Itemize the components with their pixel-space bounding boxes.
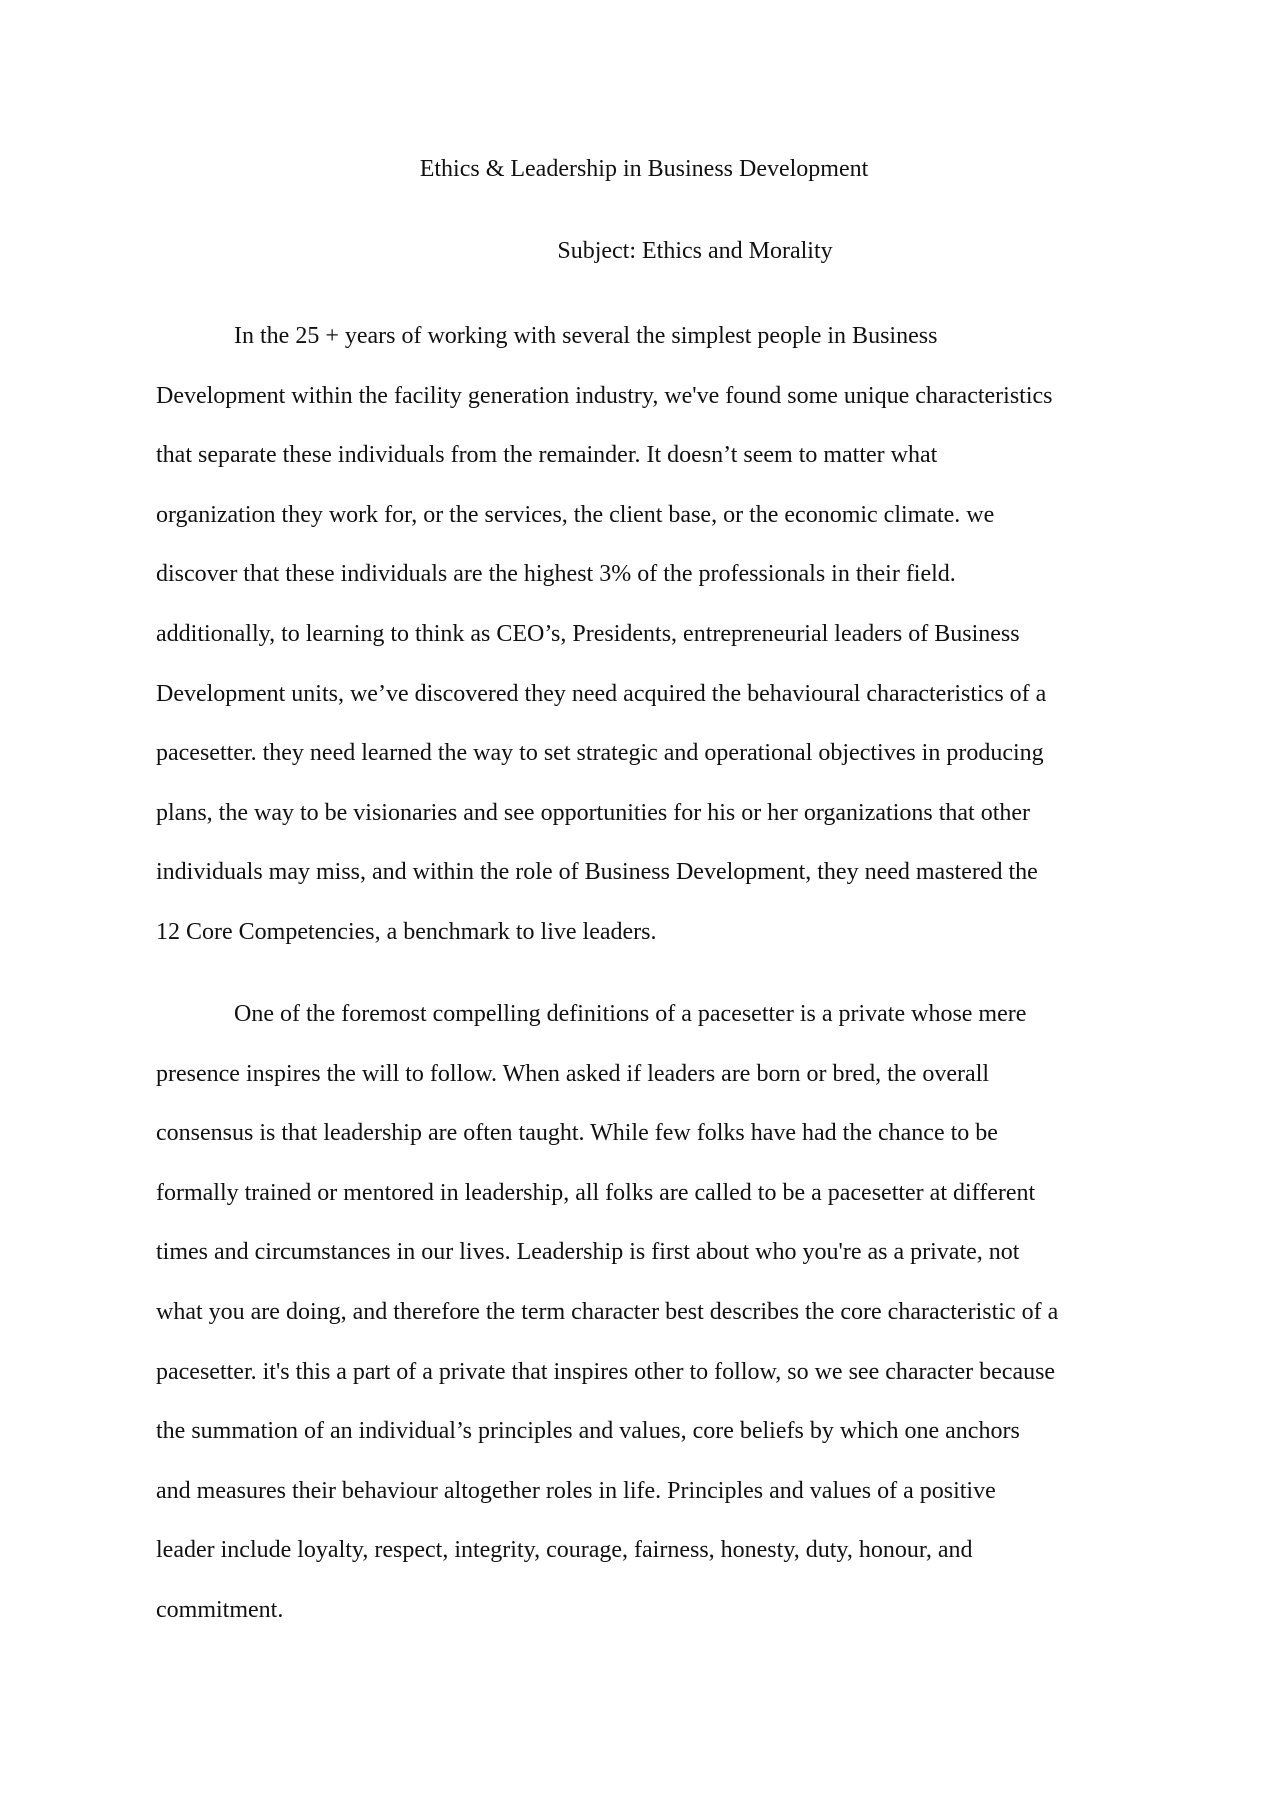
paragraph-line: and measures their behaviour altogether roles in life. Principles and values of a positive: [156, 1477, 996, 1504]
paragraph-line: Development units, we’ve discovered they need acquired the behavioural characteristics of a: [156, 680, 1047, 707]
paragraph-line: plans, the way to be visionaries and see opportunities for his or her organizations that other: [156, 799, 1031, 826]
paragraph-line: One of the foremost compelling definitions of a pacesetter is a private whose mere: [234, 1001, 1027, 1027]
paragraph-line: In the 25 + years of working with several the simplest people in Business: [234, 323, 938, 349]
document-title: Ethics & Leadership in Business Development: [419, 156, 869, 182]
document-subject: Subject: Ethics and Morality: [557, 238, 833, 264]
paragraph-line: what you are doing, and therefore the term character best describes the core characteristic of a: [156, 1298, 1059, 1325]
paragraph-line: organization they work for, or the services, the client base, or the economic climate. we: [156, 501, 995, 528]
paragraph-line: leader include loyalty, respect, integrity, courage, fairness, honesty, duty, honour, and: [156, 1537, 973, 1564]
paragraph-line: the summation of an individual’s principles and values, core beliefs by which one anchors: [156, 1418, 1020, 1445]
paragraph-line: discover that these individuals are the highest 3% of the professionals in their field.: [156, 561, 956, 588]
paragraph-line: individuals may miss, and within the role of Business Development, they need mastered the: [156, 859, 1038, 886]
paragraph-line: 12 Core Competencies, a benchmark to live leaders.: [156, 918, 657, 945]
paragraph-line: additionally, to learning to think as CEO’s, Presidents, entrepreneurial leaders of Business: [156, 620, 1020, 647]
paragraph-line: commitment.: [156, 1596, 284, 1623]
paragraph-line: Development within the facility generation industry, we've found some unique characteristics: [156, 382, 1053, 409]
paragraph-line: pacesetter. it's this a part of a private that inspires other to follow, so we see character because: [156, 1358, 1056, 1385]
paragraph-line: pacesetter. they need learned the way to set strategic and operational objectives in producing: [156, 740, 1044, 767]
paragraph-line: times and circumstances in our lives. Leadership is first about who you're as a private, not: [156, 1239, 1020, 1266]
paragraph-2: [156, 985, 1136, 1641]
paragraph-1: [156, 307, 1136, 963]
paragraph-line: that separate these individuals from the remainder. It doesn’t seem to matter what: [156, 442, 938, 469]
paragraph-line: formally trained or mentored in leadership, all folks are called to be a pacesetter at different: [156, 1179, 1036, 1206]
paragraph-line: consensus is that leadership are often taught. While few folks have had the chance to be: [156, 1120, 998, 1147]
paragraph-line: presence inspires the will to follow. When asked if leaders are born or bred, the overall: [156, 1060, 990, 1087]
